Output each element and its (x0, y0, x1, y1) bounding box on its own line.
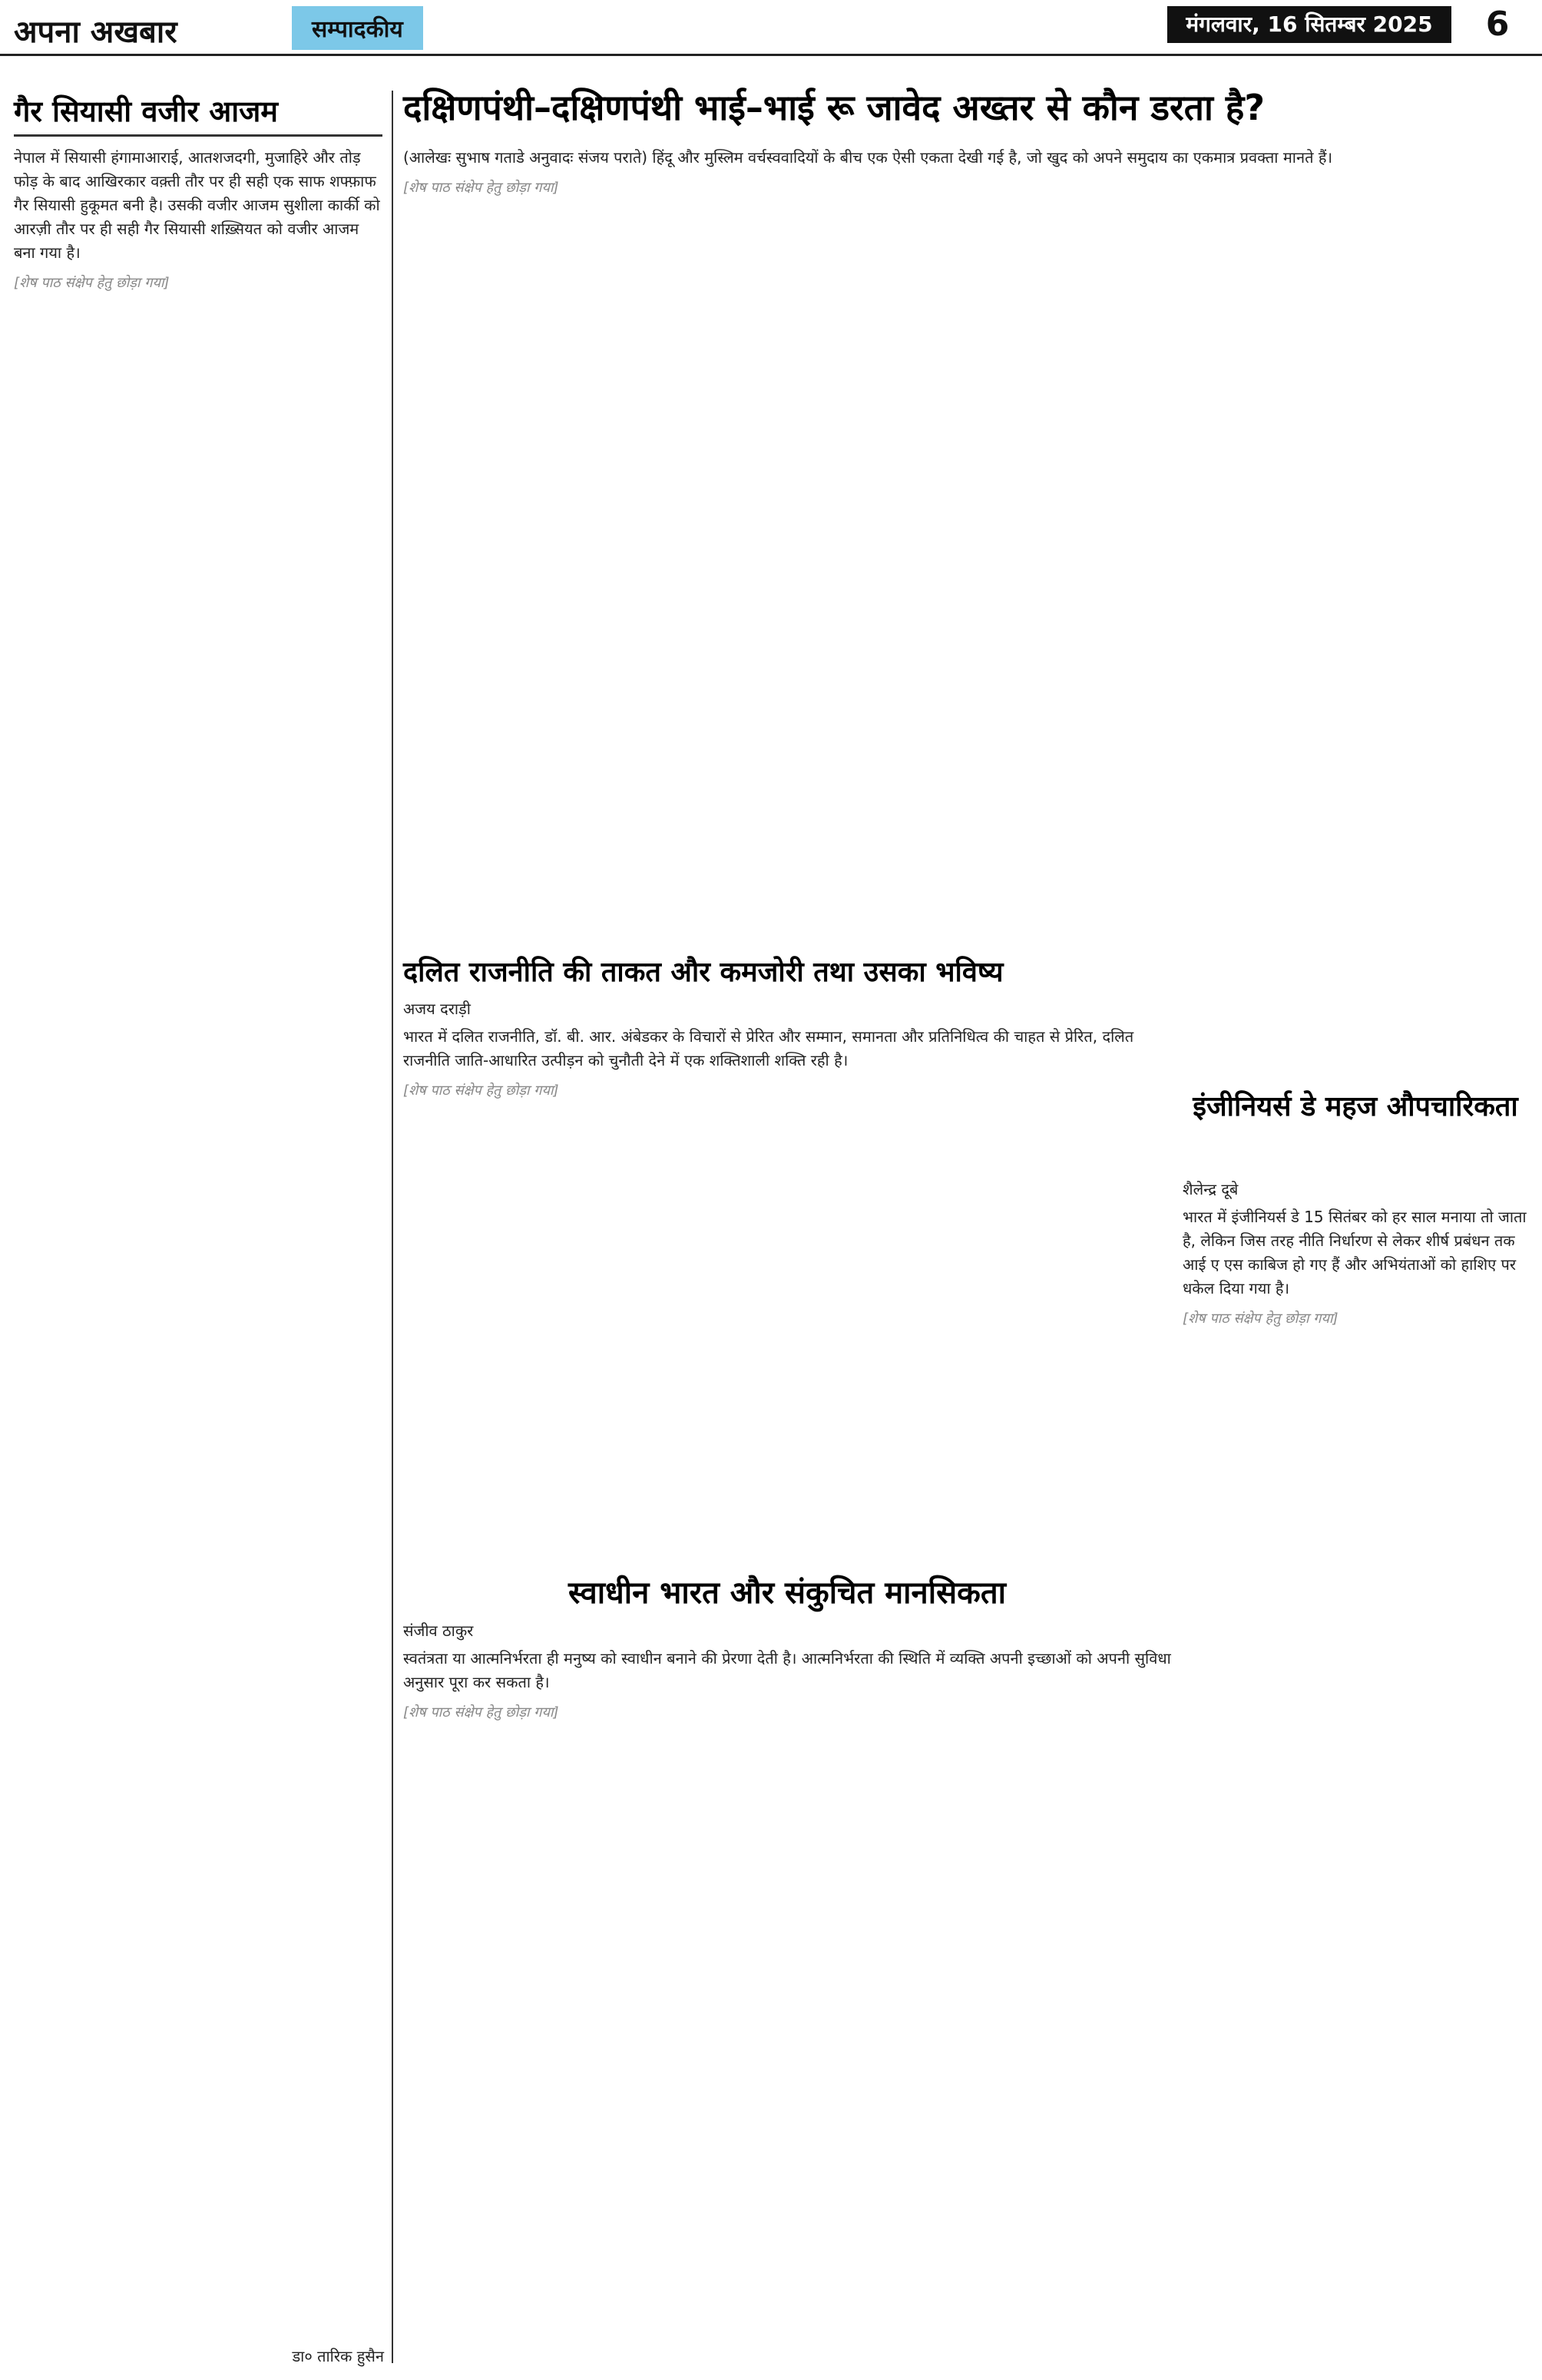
engineers-article-title: इंजीनियर्स डे महज औपचारिकता (1193, 1091, 1518, 1122)
omitted-text-note: [शेष पाठ संक्षेप हेतु छोड़ा गया] (14, 275, 170, 291)
lead-article-body (403, 146, 1532, 914)
dalit-article-para: भारत में दलित राजनीति, डॉ. बी. आर. अंबेडकर के विचारों से प्रेरित और सम्मान, समानता और प्रतिनिधित्व की चाहत से प्रेरित, दलित राजनीति जाति-आधारित उत्पीड़न को चुनौती देने में एक शक्तिशाली शक्ति रही है। (403, 1027, 1134, 1069)
column-divider (392, 91, 393, 2363)
left-article-body (14, 146, 382, 2319)
omitted-text-note: [शेष पाठ संक्षेप हेतु छोड़ा गया] (1183, 1311, 1338, 1327)
omitted-text-note: [शेष पाठ संक्षेप हेतु छोड़ा गया] (403, 180, 559, 196)
left-article-title: गैर सियासी वजीर आजम (14, 94, 279, 128)
swadhin-article-author: संजीव ठाकुर (403, 1621, 474, 1640)
engineers-article-body (1183, 1205, 1528, 2342)
left-article-author: डा० तारिक हुसैन (292, 2347, 384, 2365)
page-number: 6 (1485, 5, 1510, 44)
dalit-article-body (403, 1025, 1171, 1547)
masthead (0, 0, 1542, 56)
dalit-article-author: अजय दराड़ी (403, 1000, 471, 1018)
omitted-text-note: [शेष पाठ संक्षेप हेतु छोड़ा गया] (403, 1083, 559, 1099)
dalit-article-title: दलित राजनीति की ताकत और कमजोरी तथा उसका भविष्य (403, 957, 1004, 988)
engineers-article-author: शैलेन्द्र दूबे (1183, 1180, 1239, 1198)
issue-date: मंगलवार, 16 सितम्बर 2025 (1167, 6, 1451, 43)
section-label: सम्पादकीय (292, 6, 423, 50)
omitted-text-note: [शेष पाठ संक्षेप हेतु छोड़ा गया] (403, 1704, 559, 1721)
swadhin-article-body (403, 1647, 1171, 2361)
swadhin-article-title: स्वाधीन भारत और संकुचित मानसिकता (567, 1575, 1007, 1611)
swadhin-article-para: स्वतंत्रता या आत्मनिर्भरता ही मनुष्य को स्वाधीन बनाने की प्रेरणा देती है। आत्मनिर्भरता की स्थिति में व्यक्ति अपनी इच्छाओं को अपनी सुविधा अनुसार पूरा कर सकता है। (403, 1649, 1171, 1691)
paper-name: अपना अखबार (14, 15, 177, 50)
lead-article-para: (आलेखः सुभाष गताडे अनुवादः संजय पराते) हिंदू और मुस्लिम वर्चस्ववादियों के बीच एक ऐसी एकता देखी गई है, जो खुद को अपने समुदाय का एकमात्र प्रवक्ता मानते हैं। (403, 148, 1333, 167)
engineers-article-para: भारत में इंजीनियर्स डे 15 सितंबर को हर साल मनाया तो जाता है, लेकिन जिस तरह नीति निर्धारण से लेकर शीर्ष प्रबंधन तक आई ए एस काबिज हो गए हैं और अभियंताओं को हाशिए पर धकेल दिया गया है। (1183, 1208, 1527, 1297)
lead-headline: दक्षिणपंथी–दक्षिणपंथी भाई–भाई रू जावेद अख्तर से कौन डरता है? (403, 87, 1266, 128)
left-title-rule (14, 134, 382, 137)
left-article-para: नेपाल में सियासी हंगामाआराई, आतशजदगी, मुजाहिरे और तोड़ फोड़ के बाद आखिरकार वक़्ती तौर पर ही सही एक साफ शफ्फ़ाफ गैर सियासी हुकूमत बनी है। उसकी वजीर आजम सुशीला कार्की को आरज़ी तौर पर ही सही गैर सियासी शख़्सियत को वजीर आजम बना गया है। (14, 148, 380, 262)
